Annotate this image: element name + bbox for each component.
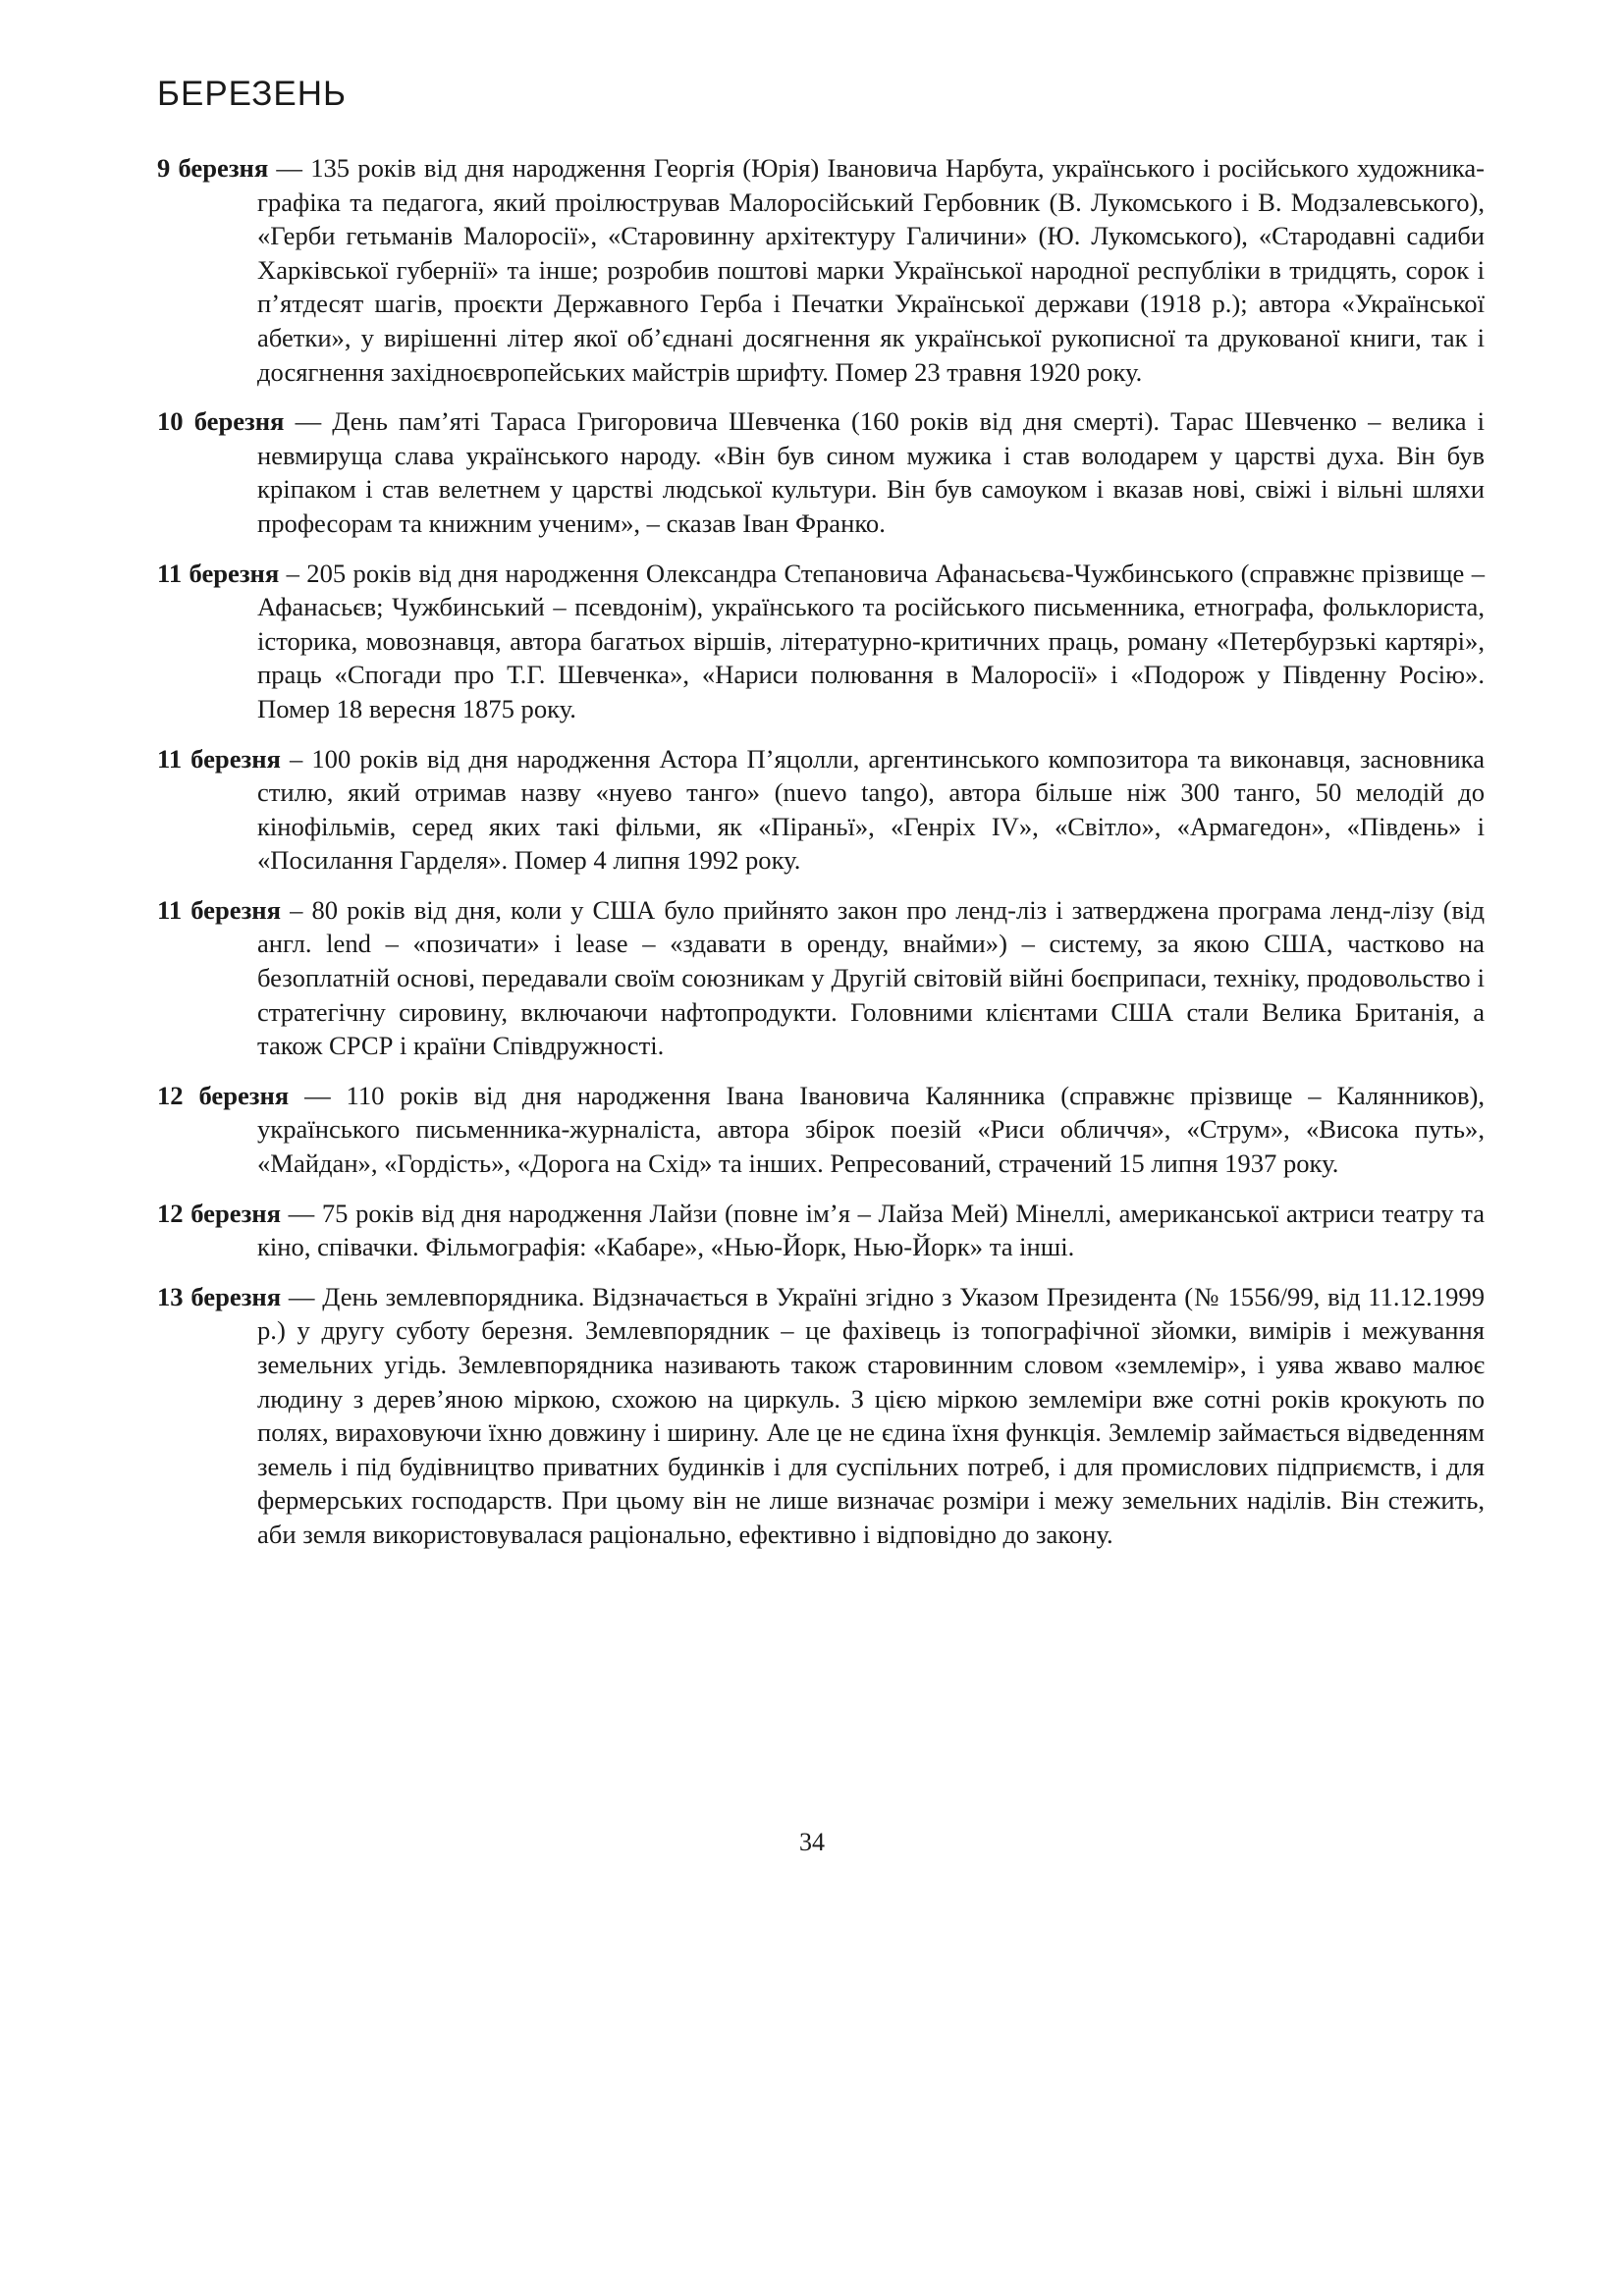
entry-text: — 75 років від дня народження Лайзи (повне ім’я – Лайза Мей) Мінеллі, американської актриси театру та кіно, співачки. Фільмографія: «Кабаре», «Нью-Йорк, Нью-Йорк» та інші. xyxy=(257,1198,1486,1262)
entry-date: 12 березня xyxy=(157,1198,281,1228)
entry xyxy=(157,1197,1485,1264)
entry xyxy=(157,893,1485,1063)
entry-text: – 205 років від дня народження Олександра Степановича Афанасьєва-Чужбинського (справжнє прізвище – Афанасьєв; Чужбинський – псевдонім), українського та російського письменника, етнографа, фольклориста, історика, мовознавця, автора багатьох віршів, літературно-критичних праць, роману «Петербурзькі картярі», праць «Спогади про Т.Г. Шевченка», «Нариси полювання в Малоросії» і «Подорож у Південну Росію». Помер 18 вересня 1875 року. xyxy=(257,558,1485,723)
entry-date: 13 березня xyxy=(157,1281,282,1311)
entry xyxy=(157,1280,1485,1552)
entry-date: 11 березня xyxy=(157,894,281,925)
entry-text: — 110 років від дня народження Івана Івановича Калянника (справжнє прізвище – Калянников), українського письменника-журналіста, автора збірок поезій «Риси обличчя», «Струм», «Висока путь», «Майдан», «Гордість», «Дорога на Схід» та інших. Репресований, страчений 15 липня 1937 року. xyxy=(257,1080,1485,1179)
entry-date: 9 березня xyxy=(157,153,269,183)
entry-date: 11 березня xyxy=(157,743,281,774)
entries-list xyxy=(157,151,1485,1552)
entry-text: – 100 років від дня народження Астора П’яцолли, аргентинського композитора та виконавця, засновника стилю, який отримав назву «нуево танго» (nuevo tango), автора більше ніж 300 танго, 50 мелодій до кінофільмів, серед яких такі фільми, як «Піраньї», «Генріх IV», «Світло», «Армагедон», «Південь» і «Посилання Гарделя». Помер 4 липня 1992 року. xyxy=(257,743,1485,876)
entry-text: – 80 років від дня, коли у США було прийнято закон про ленд-ліз і затверджена програма ленд-лізу (від англ. lend – «позичати» і lease – «здавати в оренду, внайми») – систему, за якою США, частково на безоплатній основі, передавали своїм союзникам у Другій світовій війні боєприпаси, техніку, продовольство і стратегічну сировину, включаючи нафтопродукти. Головними клієнтами США стали Велика Британія, а також СРСР і країни Співдружності. xyxy=(257,894,1486,1061)
document-page xyxy=(157,75,1485,1568)
entry-text: — 135 років від дня народження Георгія (Юрія) Івановича Нарбута, українського і російського художника-графіка та педагога, який проілюстрував Малоросійський Гербовник (В. Лукомського і В. Модзалевського), «Герби гетьманів Малоросії», «Старовинну архітектуру Галичини» (Ю. Лукомського), «Стародавні садиби Харківської губернії» та інше; розробив поштові марки Української народної республіки в тридцять, сорок і п’ятдесят шагів, проєкти Державного Герба і Печатки Української держави (1918 р.); автора «Української абетки», у вирішенні літер якої об’єднані досягнення як української рукописної та друкованої книги, так і досягнення західноєвропейських майстрів шрифту. Помер 23 травня 1920 року. xyxy=(257,153,1486,387)
entry-date: 11 березня xyxy=(157,558,280,588)
entry xyxy=(157,151,1485,389)
entry xyxy=(157,557,1485,726)
entry xyxy=(157,1079,1485,1181)
entry-date: 10 березня xyxy=(157,406,285,437)
page-number: 34 xyxy=(799,1828,825,1856)
month-heading: БЕРЕЗЕНЬ xyxy=(157,75,347,113)
entry-text: — День землевпорядника. Відзначається в Україні згідно з Указом Президента (№ 1556/99, від 11.12.1999 р.) у другу суботу березня. Землевпорядник – це фахівець із топографічної зйомки, вимірів і межування земельних угідь. Землевпорядника називають також старовинним словом «землемір», і уява жваво малює людину з дерев’яною міркою, схожою на циркуль. З цією міркою землеміри вже сотні років крокують по полях, вираховуючи їхню довжину і ширину. Але це не єдина їхня функція. Землемір займається відведенням земель і під будівництво приватних будинків і для суспільних потреб, і для промислових підприємств, і для фермерських господарств. При цьому він не лише визначає розміри і межу земельних наділів. Він стежить, аби земля використовувалася раціонально, ефективно і відповідно до закону. xyxy=(257,1281,1485,1549)
entry xyxy=(157,404,1485,540)
entry-text: — День пам’яті Тараса Григоровича Шевченка (160 років від дня смерті). Тарас Шевченко – велика і невмируща слава українського народу. «Він був сином мужика і став володарем у царстві духа. Він був кріпаком і став велетнем у царстві людської культури. Він був самоуком і вказав нові, свіжі і вільні шляхи професорам та книжним ученим», – сказав Іван Франко. xyxy=(257,406,1485,538)
entry xyxy=(157,742,1485,878)
entry-date: 12 березня xyxy=(157,1080,290,1110)
